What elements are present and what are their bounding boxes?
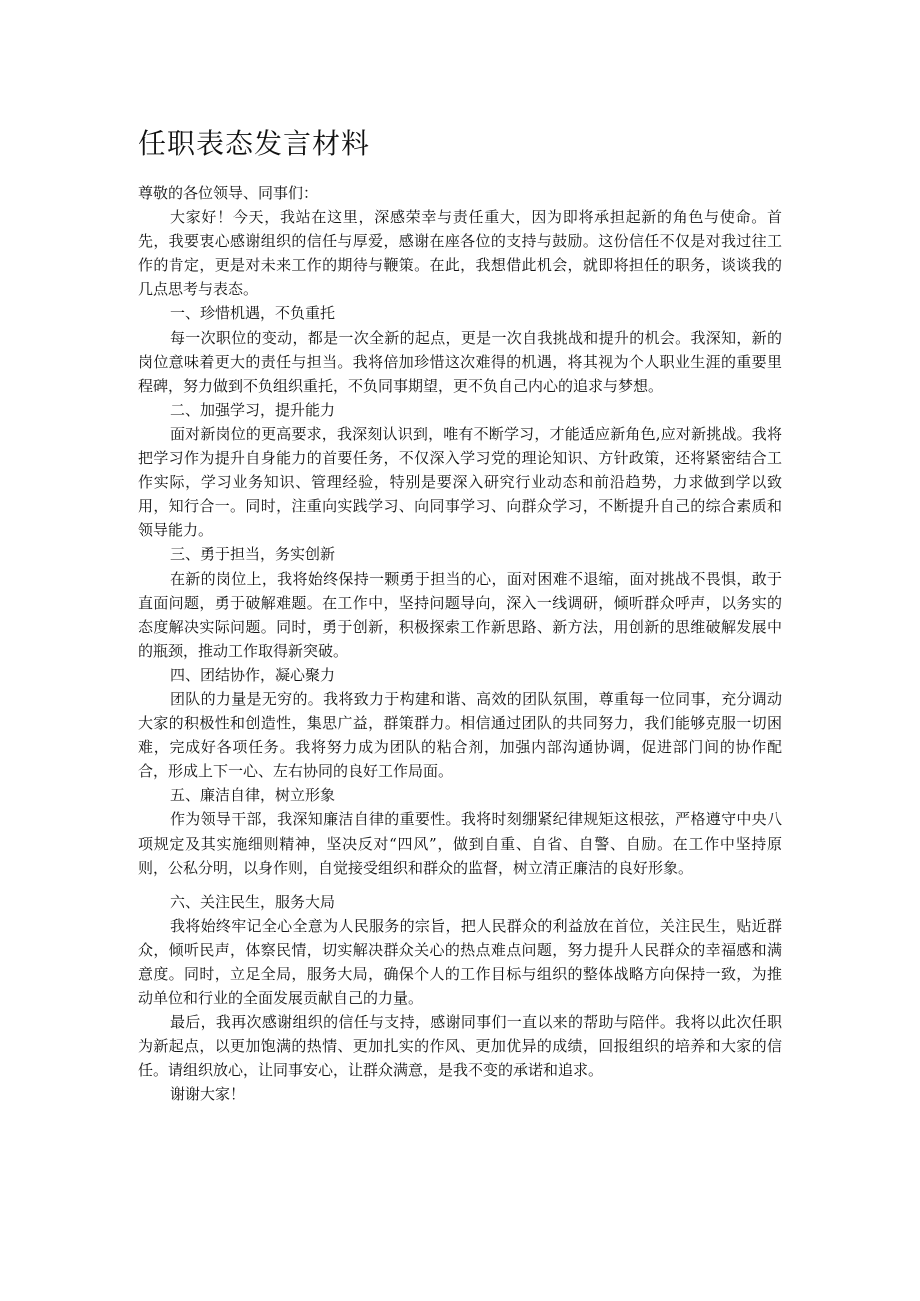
section-paragraph-1: 每一次职位的变动，都是一次全新的起点，更是一次自我挑战和提升的机会。我深知，新的岗位意味着更大的责任与担当。我将倍加珍惜这次难得的机遇，将其视为个人职业生涯的重要里程碑，努力做到不负组织重托，不负同事期望，更不负自己内心的追求与梦想。 [138,328,782,395]
section-heading-3: 三、勇于担当，务实创新 [170,545,336,564]
section-paragraph-5: 作为领导干部，我深知廉洁自律的重要性。我将时刻绷紧纪律规矩这根弦，严格遵守中央八项规定及其实施细则精神，坚决反对“四风”，做到自重、自省、自警、自励。在工作中坚持原则，公私分明，以身作则，自觉接受组织和群众的监督，树立清正廉洁的良好形象。 [138,810,782,877]
document-body [138,181,782,1107]
thanks-line: 谢谢大家！ [170,1085,246,1104]
section-heading-2: 二、加强学习，提升能力 [170,400,336,419]
section-paragraph-2: 面对新岗位的更高要求，我深刻认识到，唯有不断学习，才能适应新角色,应对新挑战。我将把学习作为提升自身能力的首要任务，不仅深入学习党的理论知识、方针政策，还将紧密结合工作实际，学习业务知识、管理经验，特别是要深入研究行业动态和前沿趋势，力求做到学以致用，知行合一。同时，注重向实践学习、向同事学习、向群众学习，不断提升自己的综合素质和领导能力。 [138,424,782,540]
section-paragraph-3: 在新的岗位上，我将始终保持一颗勇于担当的心，面对困难不退缩，面对挑战不畏惧，敢于直面问题，勇于破解难题。在工作中，坚持问题导向，深入一线调研，倾听群众呼声，以务实的态度解决实际问题。同时，勇于创新，积极探索工作新思路、新方法，用创新的思维破解发展中的瓶颈，推动工作取得新突破。 [138,569,782,660]
section-heading-5: 五、廉洁自律，树立形象 [170,786,336,805]
section-heading-6: 六、关注民生，服务大局 [170,892,336,911]
section-heading-1: 一、珍惜机遇，不负重托 [170,304,336,323]
section-paragraph-4: 团队的力量是无穷的。我将致力于构建和谐、高效的团队氛围，尊重每一位同事，充分调动大家的积极性和创造性，集思广益，群策群力。相信通过团队的共同努力，我们能够克服一切困难，完成好各项任务。我将努力成为团队的粘合剂，加强内部沟通协调，促进部门间的协作配合，形成上下一心、左右协同的良好工作局面。 [138,689,782,781]
document-title: 任职表态发言材料 [138,127,371,160]
closing-paragraph: 最后，我再次感谢组织的信任与支持，感谢同事们一直以来的帮助与陪伴。我将以此次任职为新起点，以更加饱满的热情、更加扎实的作风、更加优异的成绩，回报组织的培养和大家的信任。请组织放心，让同事安心，让群众满意，是我不变的承诺和追求。 [138,1013,782,1080]
section-heading-4: 四、团结协作，凝心聚力 [170,665,336,684]
section-paragraph-6: 我将始终牢记全心全意为人民服务的宗旨，把人民群众的利益放在首位，关注民生，贴近群众，倾听民声，体察民情，切实解决群众关心的热点难点问题，努力提升人民群众的幸福感和满意度。同时，立足全局，服务大局，确保个人的工作目标与组织的整体战略方向保持一致，为推动单位和行业的全面发展贡献自己的力量。 [138,916,782,1008]
intro-paragraph: 大家好！今天，我站在这里，深感荣幸与责任重大，因为即将承担起新的角色与使命。首先，我要衷心感谢组织的信任与厚爱，感谢在座各位的支持与鼓励。这份信任不仅是对我过往工作的肯定，更是对未来工作的期待与鞭策。在此，我想借此机会，就即将担任的职务，谈谈我的几点思考与表态。 [138,208,782,299]
salutation: 尊敬的各位领导、同事们： [138,184,319,202]
